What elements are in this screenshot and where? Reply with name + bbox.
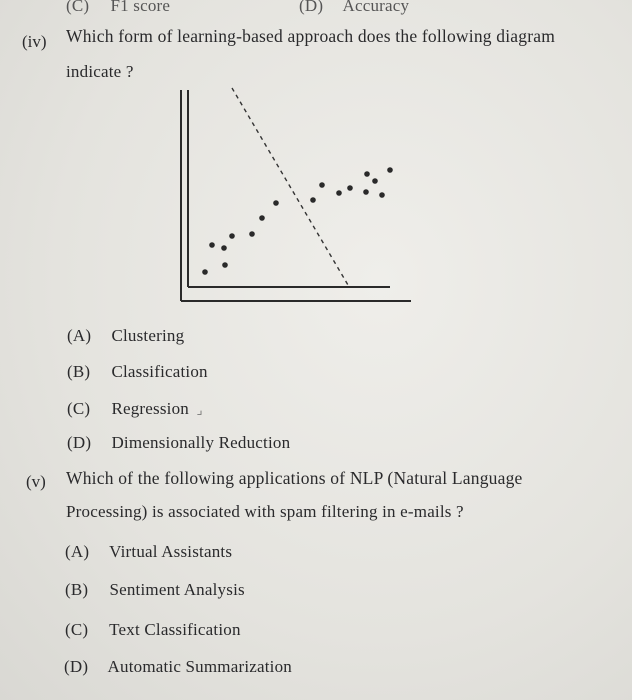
data-point [229, 233, 235, 239]
option-text: F1 score [110, 0, 171, 15]
question-4-line-2: indicate ? [66, 62, 134, 81]
prev-option-c [66, 0, 170, 15]
data-point [273, 200, 279, 206]
option-text: Classification [111, 362, 208, 381]
question-5-option-d [64, 657, 292, 677]
data-point [387, 167, 393, 173]
prev-option-d [299, 0, 409, 16]
pencil-tick-mark-icon: ⌟ [196, 402, 203, 417]
option-label: (D) [67, 433, 92, 452]
option-text: Regression [111, 399, 189, 418]
option-label: (A) [65, 542, 90, 561]
data-point [310, 197, 316, 203]
question-5-line-1: Which of the following applications of NLP (Natural Language [66, 468, 523, 488]
previous-options-row [66, 0, 410, 16]
question-5-option-a [65, 542, 232, 562]
question-5-option-c [65, 620, 241, 640]
question-5-number: (v) [26, 472, 46, 491]
option-text: Accuracy [342, 0, 410, 15]
option-text: Automatic Summarization [107, 657, 292, 676]
data-point [222, 262, 228, 268]
question-4-line-1: Which form of learning-based approach does the following diagram [66, 26, 556, 46]
question-4-number: (iv) [22, 32, 47, 51]
data-point [209, 242, 215, 248]
option-label: (B) [67, 362, 91, 381]
data-point [259, 215, 265, 221]
option-label: (C) [65, 620, 89, 639]
data-point [221, 245, 227, 251]
data-point [249, 231, 255, 237]
option-text: Clustering [111, 326, 185, 345]
data-point [336, 190, 342, 196]
question-4-option-a [67, 326, 184, 346]
data-point [347, 185, 353, 191]
option-text: Virtual Assistants [109, 542, 233, 561]
option-label: (A) [67, 326, 92, 345]
option-label: (C) [67, 399, 91, 418]
option-text: Text Classification [109, 620, 241, 639]
question-4-option-b [67, 362, 208, 382]
option-text: Dimensionally Reduction [111, 433, 291, 452]
question-5-option-b [65, 580, 245, 600]
option-text: Sentiment Analysis [109, 580, 245, 599]
question-4-option-d [67, 433, 290, 453]
question-5-line-2: Processing) is associated with spam filtering in e-mails ? [66, 502, 464, 521]
scatter-diagram [170, 82, 420, 307]
data-point [372, 178, 378, 184]
option-label: (D) [299, 0, 324, 15]
option-label: (D) [64, 657, 89, 676]
option-label: (B) [65, 580, 89, 599]
dashed-boundary-line [232, 88, 348, 285]
data-point [319, 182, 325, 188]
option-label: (C) [66, 0, 90, 15]
data-point [364, 171, 370, 177]
data-points [202, 167, 393, 275]
data-point [363, 189, 369, 195]
data-point [379, 192, 385, 198]
data-point [202, 269, 208, 275]
question-4-option-c [67, 399, 203, 419]
